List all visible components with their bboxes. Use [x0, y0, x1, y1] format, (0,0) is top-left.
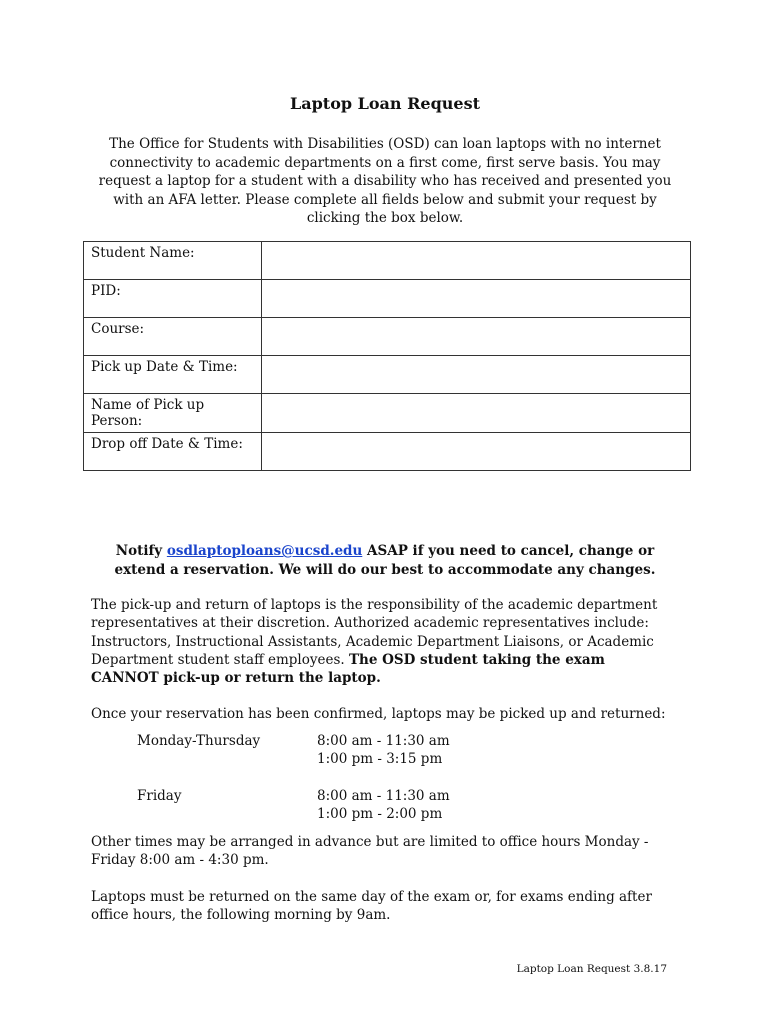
schedule-times-mon-thu [317, 732, 450, 768]
pickup-datetime-cell [262, 356, 691, 394]
schedule-time-slot: 1:00 pm - 3:15 pm [317, 751, 443, 767]
student-name-cell [262, 242, 691, 280]
pickup-person-input[interactable] [262, 394, 690, 431]
pickup-datetime-input[interactable] [262, 356, 690, 393]
responsibility-text: The pick-up and return of laptops is the responsibility of the academic department representatives at their discretion. Authorized academic representatives include: Instructors, Instructional Assistants, Academic Department Liaisons, or Academic Department student staff employees. [91, 597, 658, 668]
pickup-person-label: Name of Pick up Person: [84, 394, 262, 433]
student-name-input[interactable] [262, 242, 690, 279]
return-rule-paragraph: Laptops must be returned on the same day of the exam or, for exams ending after office hours, the following morning by 9am. [91, 889, 652, 924]
page-title: Laptop Loan Request [290, 94, 480, 113]
course-cell [262, 318, 691, 356]
responsibility-paragraph [91, 596, 675, 687]
schedule-time-slot: 1:00 pm - 2:00 pm [317, 806, 443, 822]
form-row-pickup-person [84, 394, 691, 433]
pickup-datetime-label: Pick up Date & Time: [84, 356, 262, 394]
notify-suffix: ASAP if you need to cancel, change or extend a reservation. We will do our best to accommodate any changes. [114, 543, 656, 578]
schedule-time-slot: 8:00 am - 11:30 am [317, 733, 450, 749]
dropoff-datetime-label: Drop off Date & Time: [84, 433, 262, 471]
pid-input[interactable] [262, 280, 690, 317]
student-name-label: Student Name: [84, 242, 262, 280]
schedule-times-friday [317, 787, 450, 823]
form-row-student-name [84, 242, 691, 280]
course-input[interactable] [262, 318, 690, 355]
footer-version: Laptop Loan Request 3.8.17 [516, 963, 667, 975]
intro-paragraph: The Office for Students with Disabilities (OSD) can loan laptops with no internet connectivity to academic departments on a first come, first serve basis. You may request a laptop for a student with a disability who has received and presented you with an AFA letter. Please complete all fields below and submit your request by clicking the box below. [98, 136, 672, 226]
dropoff-datetime-cell [262, 433, 691, 471]
notify-prefix: Notify [115, 543, 167, 559]
email-link[interactable]: osdlaptoploans@ucsd.edu [166, 543, 363, 559]
form-row-pickup-datetime [84, 356, 691, 394]
schedule-day-friday: Friday [137, 788, 182, 804]
notify-paragraph [90, 542, 680, 579]
other-times-paragraph: Other times may be arranged in advance but are limited to office hours Monday - Friday 8:00 am - 4:30 pm. [91, 834, 649, 869]
form-row-course [84, 318, 691, 356]
schedule-day-mon-thu: Monday-Thursday [137, 733, 261, 749]
schedule-time-slot: 8:00 am - 11:30 am [317, 788, 450, 804]
responsibility-bold-text: The OSD student taking the exam CANNOT pick-up or return the laptop. [91, 651, 605, 687]
form-row-dropoff-datetime [84, 433, 691, 471]
form-row-pid [84, 280, 691, 318]
course-label: Course: [84, 318, 262, 356]
pickup-person-cell [262, 394, 691, 433]
dropoff-datetime-input[interactable] [262, 433, 690, 470]
pid-label: PID: [84, 280, 262, 318]
pid-cell [262, 280, 691, 318]
hours-intro: Once your reservation has been confirmed, laptops may be picked up and returned: [91, 706, 666, 722]
request-form-table [83, 241, 691, 471]
